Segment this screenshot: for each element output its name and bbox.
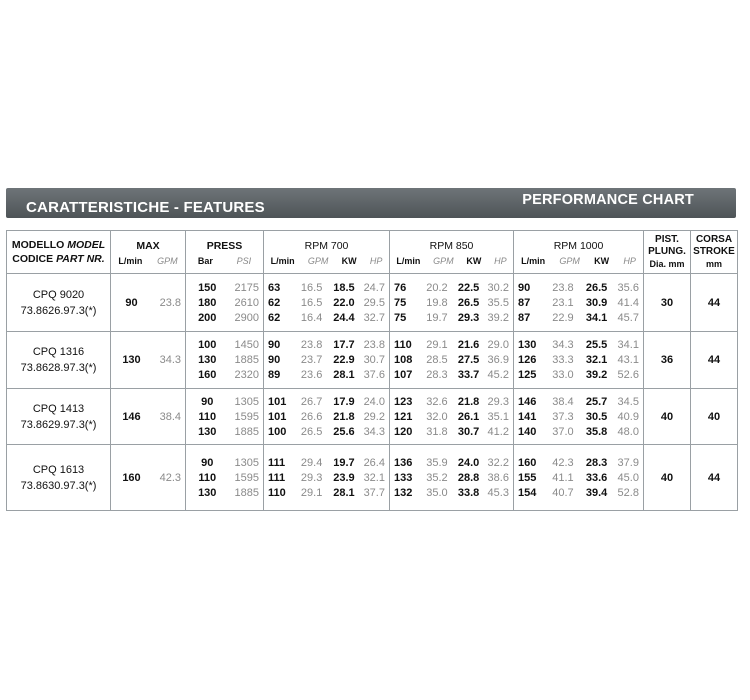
piston-cell: 36: [644, 332, 691, 389]
performance-chart-title: PERFORMANCE CHART: [522, 192, 694, 208]
part-number: 73.8628.97.3(*): [20, 362, 97, 374]
performance-table: [6, 230, 738, 511]
header-row: [7, 231, 738, 274]
features-title: CARATTERISTICHE - FEATURES: [26, 199, 265, 216]
rpm850-cell: 76 20.2 22.5 30.2 75 19.8 26.5 35.5 75 19.7 29.3 39.2: [390, 274, 514, 332]
rpm850-header: RPM 850 L/min GPM KW HP: [390, 231, 514, 274]
rpm1000-cell: 130 34.3 25.5 34.1 126 33.3 32.1 43.1 125 33.0 39.2 52.6: [514, 332, 644, 389]
part-number: 73.8629.97.3(*): [20, 418, 97, 431]
part-number: 73.8626.97.3(*): [20, 304, 97, 317]
model-name: CPQ 1413: [32, 402, 85, 415]
rpm850-cell: 110 29.1 21.6 29.0 108 28.5 27.5 36.9 107 28.3 33.7 45.2: [390, 332, 514, 389]
max-cell: 160 42.3: [111, 445, 186, 511]
model-name: CPQ 1613: [32, 463, 85, 476]
model-name: CPQ 1316: [32, 346, 85, 358]
rpm1000-cell: 160 42.3 28.3 37.9 155 41.1 33.6 45.0 154 40.7 39.4 52.8: [514, 445, 644, 511]
piston-cell: 30: [644, 274, 691, 332]
piston-header: PIST. PLUNG. Dia. mm: [644, 231, 691, 274]
stroke-cell: 40: [691, 389, 738, 445]
rpm1000-cell: 90 23.8 26.5 35.6 87 23.1 30.9 41.4 87 22.9 34.1 45.7: [514, 274, 644, 332]
rpm1000-cell: 146 38.4 25.7 34.5 141 37.3 30.5 40.9 140 37.0 35.8 48.0: [514, 389, 644, 445]
section-banner: [6, 188, 736, 218]
table-row: [7, 445, 738, 511]
piston-cell: 40: [644, 389, 691, 445]
press-cell: 90 1305 110 1595 130 1885: [186, 389, 264, 445]
max-cell: 130 34.3: [111, 332, 186, 389]
max-cell: 90 23.8: [111, 274, 186, 332]
model-cell: [7, 332, 111, 389]
max-header: MAX L/min GPM: [111, 231, 186, 274]
model-cell: [7, 274, 111, 332]
model-cell: [7, 389, 111, 445]
stroke-cell: 44: [691, 445, 738, 511]
model-name: CPQ 9020: [32, 288, 85, 301]
rpm850-cell: 123 32.6 21.8 29.3 121 32.0 26.1 35.1 120 31.8 30.7 41.2: [390, 389, 514, 445]
rpm700-cell: 111 29.4 19.7 26.4 111 29.3 23.9 32.1 110 29.1 28.1 37.7: [264, 445, 390, 511]
press-cell: 150 2175 180 2610 200 2900: [186, 274, 264, 332]
stroke-cell: 44: [691, 274, 738, 332]
table-row: [7, 389, 738, 445]
rpm700-cell: 101 26.7 17.9 24.0 101 26.6 21.8 29.2 100 26.5 25.6 34.3: [264, 389, 390, 445]
rpm700-header: RPM 700 L/min GPM KW HP: [264, 231, 390, 274]
max-cell: 146 38.4: [111, 389, 186, 445]
model-cell: [7, 445, 111, 511]
press-header: PRESS Bar PSI: [186, 231, 264, 274]
stroke-cell: 44: [691, 332, 738, 389]
press-cell: 90 1305 110 1595 130 1885: [186, 445, 264, 511]
press-cell: 100 1450 130 1885 160 2320: [186, 332, 264, 389]
table-row: [7, 274, 738, 332]
stroke-header: CORSA STROKE mm: [691, 231, 738, 274]
piston-cell: 40: [644, 445, 691, 511]
part-number: 73.8630.97.3(*): [20, 479, 97, 492]
model-header: MODELLO MODEL CODICE PART NR.: [7, 231, 111, 274]
rpm700-cell: 90 23.8 17.7 23.8 90 23.7 22.9 30.7 89 23.6 28.1 37.6: [264, 332, 390, 389]
rpm1000-header: RPM 1000 L/min GPM KW HP: [514, 231, 644, 274]
rpm850-cell: 136 35.9 24.0 32.2 133 35.2 28.8 38.6 132 35.0 33.8 45.3: [390, 445, 514, 511]
rpm700-cell: 63 16.5 18.5 24.7 62 16.5 22.0 29.5 62 16.4 24.4 32.7: [264, 274, 390, 332]
table-row: [7, 332, 738, 389]
